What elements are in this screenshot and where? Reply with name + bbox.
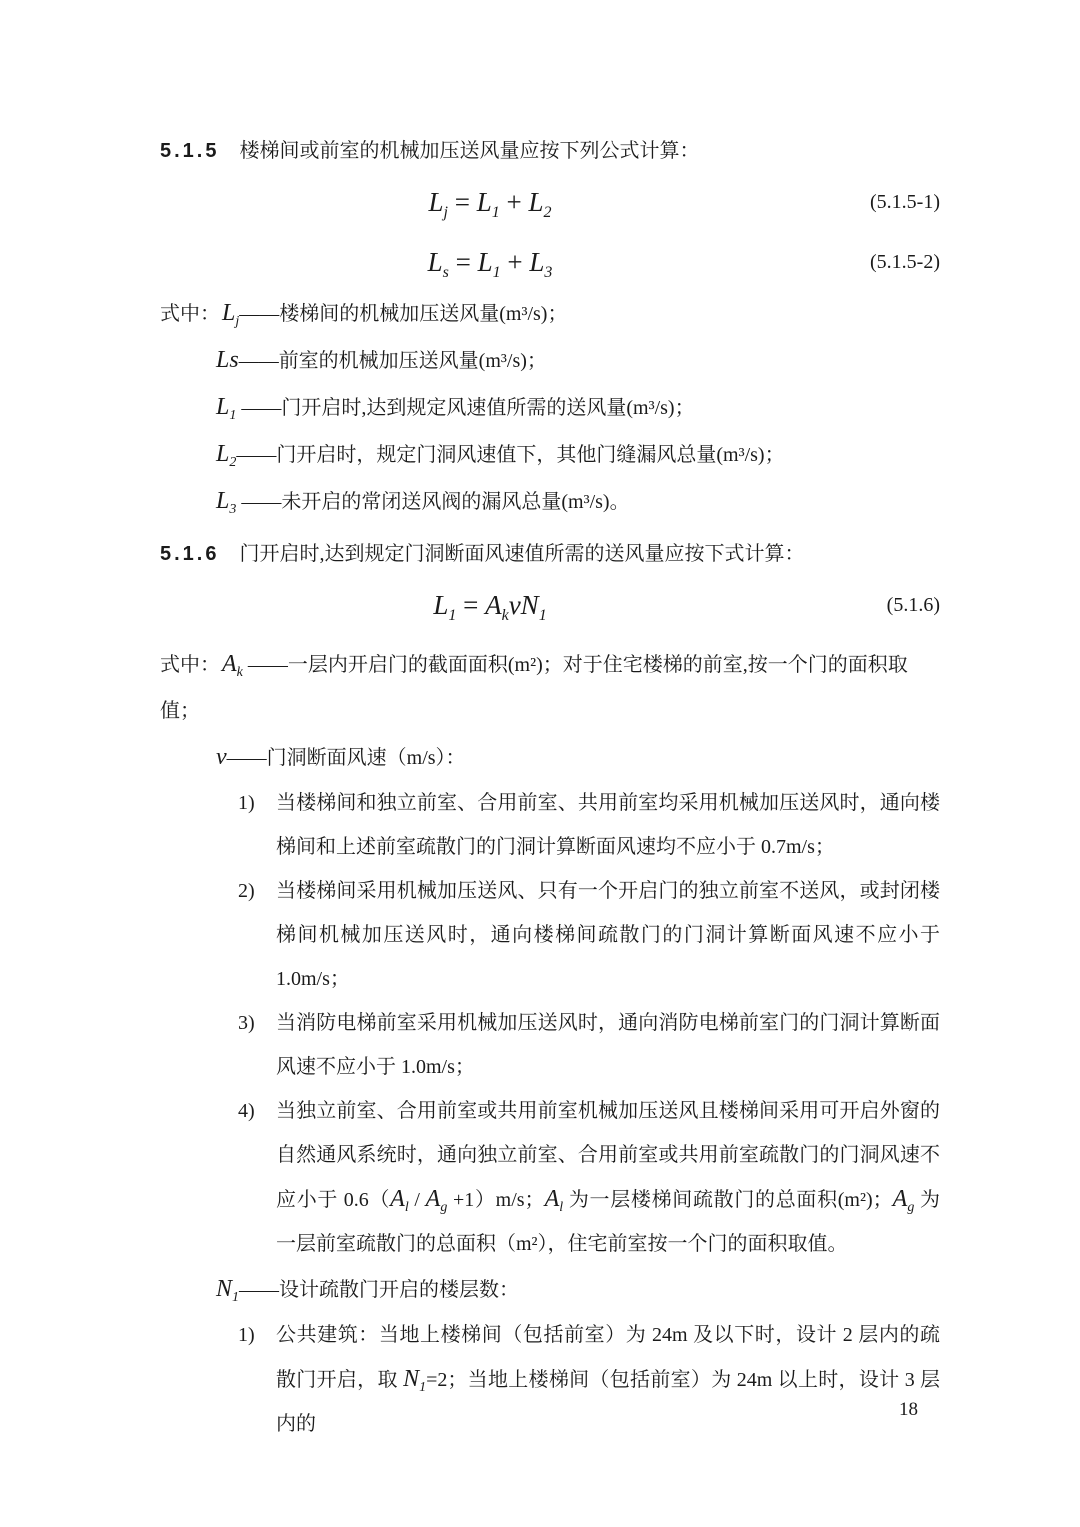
definition-l2 (160, 431, 940, 478)
equation-5-1-5-2 (160, 234, 940, 290)
definition-ak-text: $A_k$ ——一层内开启门的截面面积(m²)；对于住宅楼梯的前室,按一个门的面积取值； (160, 651, 908, 722)
math-variable: v (216, 744, 227, 770)
math-variable: $L_j$ (428, 187, 448, 221)
list-item-text: 公共建筑：当地上楼梯间（包括前室）为 24m 及以下时，设计 2 层内的疏散门开启，取 $N_1=2$；当地上楼梯间（包括前室）为 24m 以上时，设计 3 层内的 (276, 1324, 941, 1435)
definition-l1 (160, 384, 940, 431)
list-item-v-2 (160, 869, 940, 1001)
equation-5-1-6 (160, 577, 940, 633)
list-item-number: 1) (238, 1324, 255, 1346)
list-item-number: 2) (238, 880, 255, 902)
math-variable: $L_2$ (528, 187, 552, 221)
equation-5-1-5-1 (160, 174, 940, 230)
definition-lj (160, 290, 940, 337)
definition-l3-text: $L_3$ ——未开启的常闭送风阀的漏风总量(m³/s)。 (216, 488, 630, 517)
math-variable: v (508, 590, 521, 620)
equation-number-5-1-6: (5.1.6) (886, 594, 940, 616)
math-variable: $N_1$ (403, 1366, 427, 1395)
definition-ls (160, 337, 940, 384)
equation-number-5-1-5-2: (5.1.5-2) (870, 251, 940, 273)
math-variable: Ls (216, 347, 239, 373)
math-variable: $N_1$ (216, 1276, 240, 1305)
section-5-1-6-number: 5.1.6 (160, 543, 220, 565)
section-5-1-5-title: 楼梯间或前室的机械加压送风量应按下列公式计算： (239, 140, 700, 162)
math-variable: $N_1$ (520, 590, 547, 624)
section-5-1-5-number: 5.1.5 (160, 140, 220, 162)
list-item-text: 当楼梯间和独立前室、合用前室、共用前室均采用机械加压送风时，通向楼梯间和上述前室疏散门的门洞计算断面风速均不应小于 0.7m/s； (276, 792, 940, 858)
page-number: 18 (899, 1399, 918, 1420)
list-item-v-3 (160, 1001, 940, 1089)
where-label: 式中： (160, 654, 220, 676)
definition-l1-text: $L_1$ ——门开启时,达到规定风速值所需的送风量(m³/s)； (216, 394, 695, 423)
formula-l1: $L_1 = A_kvN_1$ (433, 590, 547, 624)
definition-v-text: v——门洞断面风速（m/s）： (216, 744, 466, 770)
math-variable: $L_2$ (216, 441, 237, 470)
list-item-text: 当楼梯间采用机械加压送风、只有一个开启门的独立前室不送风，或封闭楼梯间机械加压送风时，通向楼梯间疏散门的门洞计算断面风速不应小于 1.0m/s； (276, 880, 940, 990)
equation-number-5-1-5-1: (5.1.5-1) (870, 191, 940, 213)
math-variable: $A_g$ (425, 1186, 448, 1215)
math-variable: $A_g$ (892, 1186, 915, 1215)
definition-n1-text: $N_1——$设计疏散门开启的楼层数： (216, 1276, 520, 1305)
list-item-v-1 (160, 781, 940, 869)
document-body (160, 128, 940, 1446)
definition-l3 (160, 478, 940, 525)
formula-lj: $L_j = L_1 + L_2$ (428, 187, 552, 221)
definition-l2-text: $L_2——$门开启时，规定门洞风速值下，其他门缝漏风总量(m³/s)； (216, 441, 785, 470)
math-variable: $A_l$ (390, 1186, 409, 1215)
section-5-1-5-heading (160, 128, 940, 174)
definition-n1 (160, 1266, 940, 1313)
math-variable: $L_j$ (222, 300, 240, 329)
math-variable: $L_1$ (216, 394, 237, 423)
list-item-number: 3) (238, 1012, 255, 1034)
list-item-text: 当消防电梯前室采用机械加压送风时，通向消防电梯前室门的门洞计算断面风速不应小于 1.0m/s； (276, 1012, 940, 1078)
math-variable: $A_k$ (222, 651, 243, 680)
math-variable: $A_k$ (485, 590, 509, 624)
math-variable: $L_1$ (476, 187, 500, 221)
math-variable: $L_1$ (433, 590, 457, 624)
list-item-number: 4) (238, 1100, 255, 1122)
definition-ls-text: Ls——前室的机械加压送风量(m³/s)； (216, 347, 547, 373)
math-variable: $L_s$ (427, 247, 449, 281)
where-label: 式中： (160, 303, 220, 325)
math-variable: $L_3$ (529, 247, 553, 281)
definition-lj-text: $L_j——$楼梯间的机械加压送风量(m³/s)； (222, 300, 568, 329)
list-item-n1-1 (160, 1313, 940, 1446)
list-item-number: 1) (238, 792, 255, 814)
list-item-text: 当独立前室、合用前室或共用前室机械加压送风且楼梯间采用可开启外窗的自然通风系统时，通向独立前室、合用前室或共用前室疏散门的门洞风速不应小于 $0.6(A_l / A_g +1)m/s$；$A_l$ 为一层楼梯间疏散门的总面积(m²)；$A_g$ 为一层前室疏散门的总面积（m²），住宅前室按一个门的面积取值。 (276, 1100, 941, 1255)
list-item-v-4 (160, 1089, 940, 1266)
math-variable: $L_3$ (216, 488, 237, 517)
math-variable: $L_1$ (477, 247, 501, 281)
definition-ak (160, 641, 940, 734)
section-5-1-6-heading (160, 531, 940, 577)
math-variable: $A_l$ (544, 1186, 564, 1215)
formula-ls: $L_s = L_1 + L_3$ (427, 247, 553, 281)
section-5-1-6-title: 门开启时,达到规定门洞断面风速值所需的送风量应按下式计算： (239, 543, 805, 565)
definition-v (160, 734, 940, 781)
